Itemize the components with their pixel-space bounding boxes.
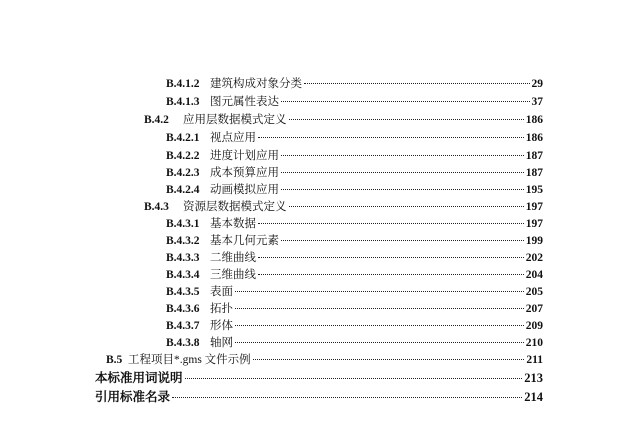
toc-entry-title: 成本预算应用 — [210, 167, 279, 179]
toc-leader-dots — [281, 172, 524, 173]
toc-entry-number: B.4.2.1 — [166, 132, 200, 144]
toc-entry-page: 187 — [525, 150, 543, 162]
toc-entry-title: 本标准用词说明 — [95, 371, 183, 385]
toc-entry[interactable] — [166, 334, 543, 352]
toc-entry-page: 204 — [525, 269, 543, 281]
toc-entry-number: B.4.2.3 — [166, 167, 200, 179]
toc-entry-page: 207 — [525, 303, 543, 315]
toc-entry-number: B.4.1.3 — [166, 96, 200, 108]
toc-entry[interactable] — [166, 232, 543, 250]
toc-entry-title: 形体 — [210, 320, 233, 332]
toc-entry-number: B.4.3.8 — [166, 337, 200, 349]
toc-entry-title: 三维曲线 — [210, 269, 256, 281]
toc-leader-dots — [253, 359, 525, 360]
toc-entry-page: 209 — [525, 320, 543, 332]
toc-entry-title: 轴网 — [210, 337, 233, 349]
toc-entry-title: 基本数据 — [210, 218, 256, 230]
toc-leader-dots — [281, 240, 524, 241]
toc-entry[interactable] — [166, 266, 543, 284]
toc-leader-dots — [258, 257, 524, 258]
toc-entry[interactable] — [95, 369, 543, 387]
toc-entry[interactable] — [144, 198, 543, 216]
toc-entry-number: B.4.2 — [144, 114, 169, 126]
toc-leader-dots — [281, 189, 524, 190]
toc-leader-dots — [258, 223, 524, 224]
toc-entry-title: 引用标准名录 — [95, 390, 171, 404]
toc-entry[interactable] — [166, 300, 543, 318]
toc-entry-page: 202 — [525, 252, 543, 264]
toc-leader-dots — [235, 291, 524, 292]
toc-entry-page: 197 — [525, 218, 543, 230]
toc-entry-title: 进度计划应用 — [210, 150, 279, 162]
toc-entry-number: B.4.2.2 — [166, 150, 200, 162]
toc-entry-title: 表面 — [210, 286, 233, 298]
toc-entry-page: 186 — [525, 114, 543, 126]
toc-leader-dots — [304, 83, 530, 84]
toc-entry-page: 199 — [525, 235, 543, 247]
toc-leader-dots — [289, 119, 524, 120]
toc-entry-title: 基本几何元素 — [210, 235, 279, 247]
toc-entry-page: 29 — [531, 78, 543, 90]
toc-leader-dots — [235, 325, 524, 326]
toc-leader-dots — [258, 274, 524, 275]
toc-entry-title: 动画模拟应用 — [210, 184, 279, 196]
toc-leader-dots — [235, 342, 524, 343]
toc-entry[interactable] — [166, 317, 543, 335]
toc-entry[interactable] — [166, 215, 543, 233]
toc-entry-title: 拓扑 — [210, 303, 233, 315]
toc-entry-title: 资源层数据模式定义 — [183, 201, 287, 213]
toc-entry-page: 213 — [524, 371, 543, 385]
toc-entry[interactable] — [166, 283, 543, 301]
toc-entry-number: B.5 — [106, 354, 123, 366]
toc-entry-title: 工程项目*.gms 文件示例 — [128, 354, 251, 366]
toc-entry[interactable] — [166, 147, 543, 165]
toc-entry[interactable] — [166, 249, 543, 267]
toc-entry-page: 211 — [526, 354, 543, 366]
toc-leader-dots — [289, 206, 524, 207]
toc-entry-number: B.4.3 — [144, 201, 169, 213]
toc-entry-number: B.4.2.4 — [166, 184, 200, 196]
toc-entry-page: 210 — [525, 337, 543, 349]
toc-entry-number: B.4.3.1 — [166, 218, 200, 230]
toc-entry-number: B.4.3.2 — [166, 235, 200, 247]
toc-entry-page: 214 — [524, 390, 543, 404]
toc-entry-page: 186 — [525, 132, 543, 144]
toc-entry-number: B.4.3.4 — [166, 269, 200, 281]
toc-leader-dots — [258, 137, 524, 138]
toc-entry-title: 二维曲线 — [210, 252, 256, 264]
toc-leader-dots — [235, 308, 524, 309]
toc-entry-page: 195 — [525, 184, 543, 196]
toc-entry[interactable] — [95, 388, 543, 406]
toc-entry[interactable] — [106, 351, 543, 369]
toc-leader-dots — [172, 397, 522, 398]
toc-entry-number: B.4.3.3 — [166, 252, 200, 264]
toc-entry[interactable] — [144, 111, 543, 129]
toc-leader-dots — [185, 378, 523, 379]
toc-entry-title: 建筑构成对象分类 — [210, 78, 302, 90]
toc-entry-number: B.4.1.2 — [166, 78, 200, 90]
toc-entry-title: 图元属性表达 — [210, 96, 279, 108]
toc-entry-number: B.4.3.7 — [166, 320, 200, 332]
toc-entry[interactable] — [166, 164, 543, 182]
toc-leader-dots — [281, 101, 530, 102]
toc-entry-page: 187 — [525, 167, 543, 179]
toc-entry-page: 37 — [531, 96, 543, 108]
toc-entry-page: 197 — [525, 201, 543, 213]
toc-entry-title: 应用层数据模式定义 — [183, 114, 287, 126]
toc-entry[interactable] — [166, 93, 543, 111]
toc-entry-number: B.4.3.6 — [166, 303, 200, 315]
toc-entry[interactable] — [166, 129, 543, 147]
toc-entry-page: 205 — [525, 286, 543, 298]
toc-entry[interactable] — [166, 75, 543, 93]
toc-entry-number: B.4.3.5 — [166, 286, 200, 298]
toc-entry[interactable] — [166, 181, 543, 199]
toc-leader-dots — [281, 155, 524, 156]
toc-entry-title: 视点应用 — [210, 132, 256, 144]
